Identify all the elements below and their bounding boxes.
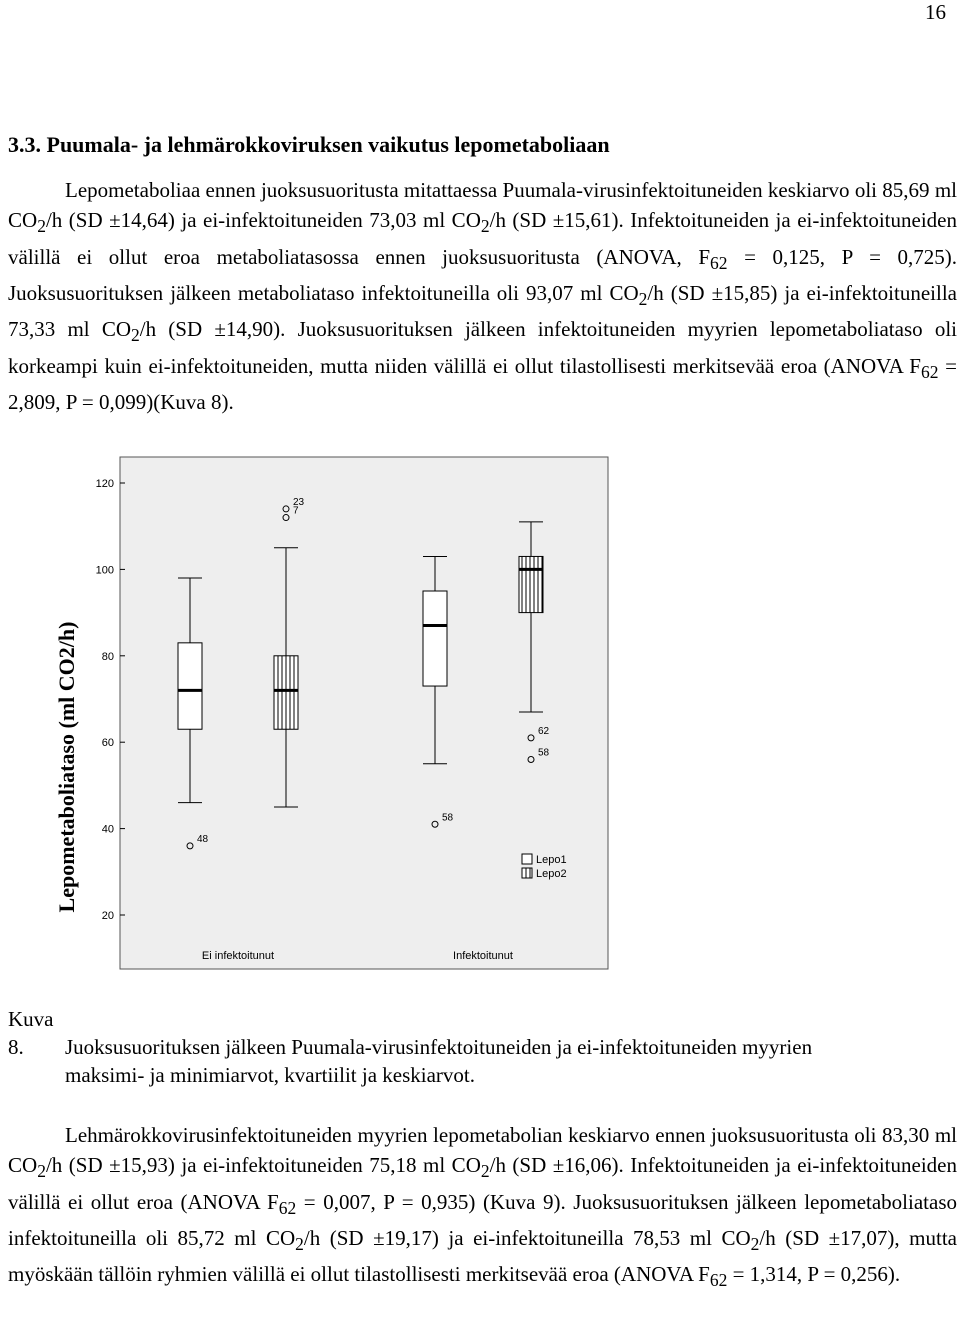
section-heading: 3.3. Puumala- ja lehmärokkoviruksen vaikutus lepometaboliaan [8, 132, 610, 157]
paragraph-2: Lehmärokkovirusinfektoituneiden myyrien lepometabolian keskiarvo ennen juoksusuoritusta oli 83,30 ml $CO_2/h$ (SD ±15,93) ja ei-infektoituneiden 75,18 ml $CO_2/h$ (SD ±16,06). Infektoituneiden ja ei-infektoituneiden välillä ei ollut eroa (ANOVA $F_{62} = 0,007$, P = 0,935) (Kuva 9). Juoksusuorituksen jälkeen lepometaboliataso infektoituneilla oli 85,72 ml $CO_2/h$ (SD ±19,17) ja ei-infektoituneilla 78,53 ml $CO_2/h$ (SD ±17,07), mutta myöskään tällöin ryhmien välillä ei ollut tilastollisesti merkitsevää eroa (ANOVA $F_{62} = 1,314$, P = 0,256). [8, 1123, 957, 1291]
outlier-label: 58 [442, 812, 454, 824]
legend-label-lepo2: Lepo2 [536, 868, 567, 880]
x-category-label: Infektoitunut [453, 950, 513, 962]
outlier-label: 7 [293, 505, 299, 517]
legend-label-lepo1: Lepo1 [536, 854, 567, 866]
paragraph-1: Lepometaboliaa ennen juoksusuoritusta mitattaessa Puumala-virusinfektoituneiden keskiarvo oli 85,69 ml $CO_2/h$ (SD ±14,64) ja ei-infektoituneiden 73,03 ml $CO_2/h$ (SD ±15,61). Infektoituneiden ja ei-infektoituneiden välillä ei ollut eroa metaboliatasossa ennen juoksusuoritusta (ANOVA, $F_{62} = 0,125$, P = 0,725). Juoksusuorituksen jälkeen metaboliataso infektoituneilla oli 93,07 ml $CO_2/h$ (SD ±15,85) ja ei-infektoituneilla 73,33 ml $CO_2/h$ (SD ±14,90). Juoksusuorituksen jälkeen infektoituneiden myyrien lepometaboliataso oli korkeampi kuin ei-infektoituneiden, mutta niiden välillä ei ollut tilastollisesti merkitsevää eroa (ANOVA $F_{62} = 2,809$, P = 0,099)(Kuva 8). [8, 178, 957, 415]
y-tick-label: 100 [95, 564, 114, 577]
caption-line2: maksimi- ja minimiarvot, kvartiilit ja keskiarvot. [65, 1063, 476, 1087]
outlier-label: 62 [538, 725, 550, 737]
box-iqr [274, 656, 298, 729]
y-tick-label: 40 [101, 823, 114, 836]
box-iqr [519, 556, 543, 612]
y-tick-label: 120 [95, 478, 114, 490]
y-tick-label: 20 [101, 910, 114, 922]
boxplot-figure [40, 445, 620, 985]
x-category-label: Ei infektoitunut [201, 950, 275, 962]
boxplot-chart [40, 445, 620, 985]
page-number: 16 [925, 0, 946, 24]
y-tick-label: 60 [101, 737, 114, 750]
legend-swatch-lepo1 [522, 854, 532, 864]
caption-label: Kuva 8. [8, 1007, 54, 1059]
y-tick-label: 80 [101, 650, 114, 663]
outlier-label: 48 [197, 833, 209, 845]
caption-line1: Juoksusuorituksen jälkeen Puumala-virusinfektoituneiden ja ei-infektoituneiden myyrien [65, 1035, 813, 1059]
legend-swatch-lepo2 [522, 868, 532, 878]
outlier-label: 58 [538, 747, 550, 759]
y-axis-title: Lepometaboliataso (ml CO2/h) [54, 621, 79, 913]
figure-caption [8, 1005, 957, 1089]
box-iqr [423, 591, 447, 686]
box-iqr [178, 643, 202, 729]
outlier-label: 23 [293, 496, 305, 508]
